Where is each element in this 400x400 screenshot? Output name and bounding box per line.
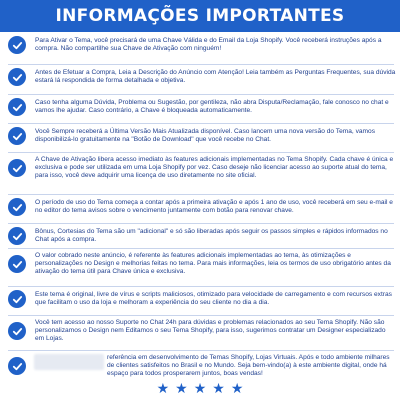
divider [8,94,394,95]
check-icon [8,322,26,340]
check-icon [8,357,26,375]
item-text: Este tema é original, livre de vírus e scripts maliciosos, otimizado para velocidade de carregamento e com recursos extras que facilitam o uso da loja e melhoram a experiência do seu cliente no dia a dia. [35,290,392,306]
star-icon: ★ [175,381,188,397]
divider [8,286,394,287]
divider [8,64,394,65]
divider [8,248,394,249]
list-item [8,156,396,181]
divider [8,350,394,351]
item-text: O valor cobrado neste anúncio, é referente às features adicionais implementadas ao tema, às otimizações e personalizações no Design e melhorias feitas no tema. Para mais informações, leia os termos de uso obrigatório antes da ativação do tema útil para Chave única e exclusiva. [35,252,391,276]
check-icon [8,255,26,273]
blurred-brand-name [34,354,104,370]
item-text: Para Ativar o Tema, você precisará de uma Chave Válida e do Email da Loja Shopify. Você receberá instruções após a compra. Não compartilhe sua Chave de Ativação com ninguém! [35,36,382,52]
page-title: INFORMAÇÕES IMPORTANTES [55,6,345,26]
star-icon: ★ [230,381,244,397]
list-item [8,252,396,277]
check-icon [8,98,26,116]
rating-stars [0,381,400,397]
list-item [8,290,396,308]
list-item [8,319,396,344]
header-banner [0,0,400,32]
list-item [8,98,396,116]
check-icon [8,290,26,308]
star-icon: ★ [193,381,207,397]
item-text: Antes de Efetuar a Compra, Leia a Descrição do Anúncio com Atenção! Leia também as Perguntas Frequentes, sua dúvida estará lá respondida de forma detalhada e objetiva. [35,68,396,84]
check-icon [8,227,26,245]
item-text: Caso tenha alguma Dúvida, Problema ou Sugestão, por gentileza, não abra Disputa/Reclamação, fale conosco no chat e vamos lhe ajudar. Caso contrário, a Chave é bloqueada automaticamente. [35,98,389,114]
item-text: A Chave de Ativação libera acesso imediato às features adicionais implementadas no Tema Shopify. Cada chave é única e exclusiva e pode ser utilizada em uma Loja Shopify por vez. Caso deseje não licenciar acesso ao suporte atual do tema, para isso, você deve adquirir uma licença de uso diretamente no site oficial. [35,156,394,180]
check-icon [8,68,26,86]
list-item [8,127,396,145]
item-text: O período de uso do Tema começa a contar após a primeira ativação e após 1 ano de uso, você receberá em seu e-mail e no editor do tema avisos sobre o vencimento juntamente com botão para renovar chave. [35,198,393,214]
item-text: Você Sempre receberá a Última Versão Mais Atualizada disponível. Caso lancem uma nova versão do Tema, vamos disponibilizá-lo gratuitamente na "Botão de Download" que você recebe no Chat. [35,127,375,143]
item-text: Bônus, Cortesias do Tema são um "adicional" e só são liberadas após seguir os passos simples e rápidos informados no Chat após a compra. [35,227,388,243]
divider [8,315,394,316]
divider [8,123,394,124]
list-item [8,68,396,86]
divider [8,152,394,153]
check-icon [8,159,26,177]
item-text: Você tem acesso ao nosso Suporte no Chat 24h para dúvidas e problemas relacionados ao seu Tema Shopify. Não são personalizamos o Design nem Editamos o seu Tema Shopify, para isso, sugerimos contratar um Designer especializado em Lojas. [35,319,386,343]
divider [8,194,394,195]
list-item [8,227,396,245]
divider [8,223,394,224]
item-text: referência em desenvolvimento de Temas Shopify, Lojas Virtuais. Após e todo ambiente milhares de clientes satisfeitos no Brasil e no Mundo. Seja bem-vindo(a) à este ambiente digital, onde há espaço para todos prosperarem juntos, boas vendas! [107,354,390,378]
star-icon: ★ [156,381,170,397]
check-icon [8,36,26,54]
list-item [8,198,396,216]
check-icon [8,198,26,216]
check-icon [8,127,26,145]
star-icon: ★ [212,381,225,397]
list-item [8,36,396,54]
